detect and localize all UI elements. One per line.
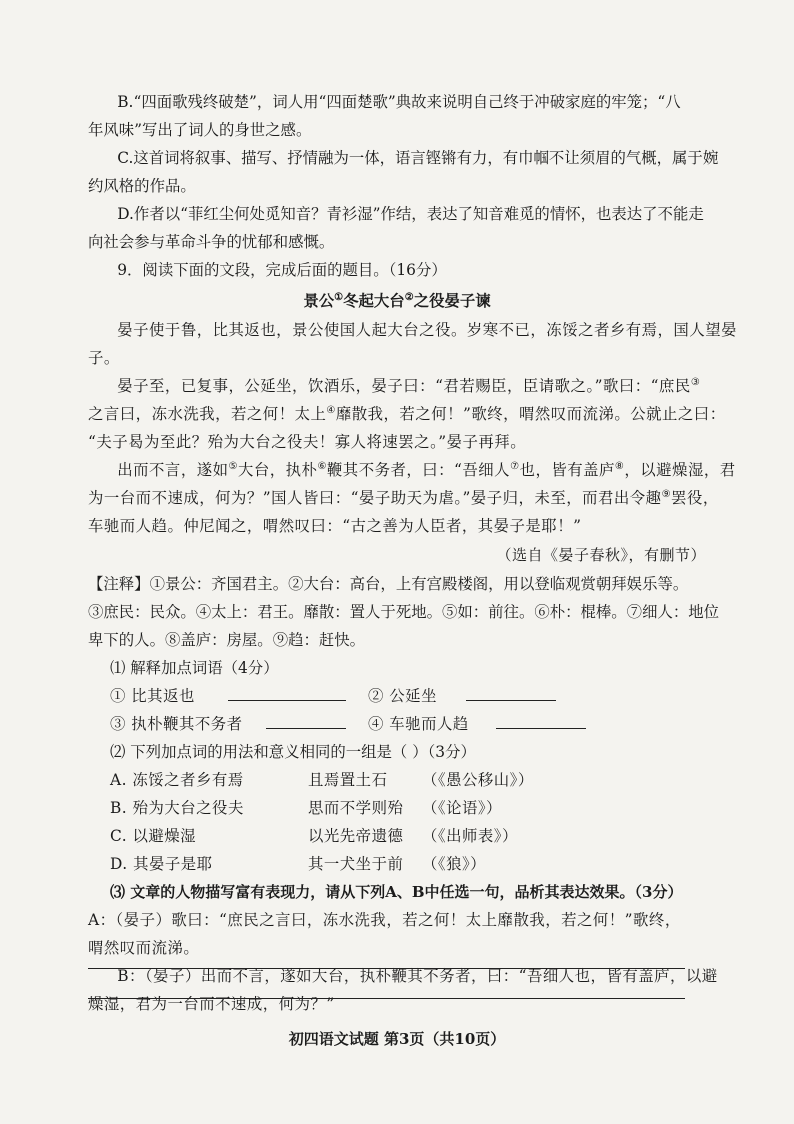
sub1-item: ③ 执朴鞭其不务者 <box>110 715 243 733</box>
answer-line[interactable] <box>88 968 685 969</box>
passage-p3-line3: 车驰而人趋。仲尼闻之，喟然叹曰：“古之善为人臣者，其晏子是耶！” <box>88 517 582 535</box>
sub2-option-a[interactable] <box>88 766 706 794</box>
option-text: B. 殆为大台之役夫 <box>110 799 244 817</box>
title-sup: ② <box>404 291 414 303</box>
note-ref: ④ <box>326 404 336 416</box>
notes-line2: ③庶民：民众。④太上：君王。靡散：置人于死地。⑤如：前往。⑥朴：棍棒。⑦细人：地位 <box>88 603 720 621</box>
option-compare: 其一犬坐于前 <box>308 855 404 873</box>
option-text: D. 其晏子是耶 <box>110 855 213 873</box>
option-source: （《论语》） <box>422 799 502 817</box>
title-part: 景公 <box>303 292 335 310</box>
option-d-line2: 向社会参与革命斗争的忧郁和感慨。 <box>88 233 335 251</box>
title-sup: ① <box>334 291 344 303</box>
answer-blank[interactable] <box>496 710 586 729</box>
text-run: 出而不言，遂如 <box>117 461 229 479</box>
text-run: 大台，执朴 <box>237 461 318 479</box>
answer-line[interactable] <box>88 998 685 999</box>
sub3-b-line1: B：（晏子）出而不言，遂如大台，执朴鞭其不务者，曰：“吾细人也，皆有盖庐，以避 <box>117 967 718 985</box>
sub3-b-line2: 燥湿，君为一台而不速成，何为？” <box>88 995 335 1013</box>
passage-source: （选自《晏子春秋》，有删节） <box>496 546 706 564</box>
sub2-head: ⑵ 下列加点词的用法和意义相同的一组是（ ）（3分） <box>110 743 476 761</box>
text-run: ，以避燥湿，君 <box>624 461 736 479</box>
title-part: 之役晏子谏 <box>413 292 491 310</box>
text-run: 晏子至，已复事，公延坐，饮酒乐，晏子曰：“君若赐臣，臣请歌之。”歌曰：“庶民 <box>117 377 691 395</box>
passage-p3-line2 <box>88 484 719 512</box>
page-footer: 初四语文试题 第3页（共10页） <box>288 1030 506 1048</box>
note-ref: ⑧ <box>614 460 625 472</box>
option-compare: 且焉置土石 <box>308 771 388 789</box>
note-ref: ⑨ <box>661 488 672 500</box>
option-c-line2: 约风格的作品。 <box>88 177 196 195</box>
passage-p2-line2 <box>88 400 726 428</box>
option-source: （《狼》） <box>422 855 487 873</box>
text-run: 罢役， <box>671 489 719 507</box>
sub1-row2 <box>88 710 706 738</box>
text-run: 为一台而不速成，何为？”国人皆曰：“晏子助天为虐。”晏子归，未至，而君出令趣 <box>88 489 662 507</box>
notes-line3: 卑下的人。⑧盖庐：房屋。⑨趋：赶快。 <box>88 631 366 649</box>
option-b-line2: 年风味”写出了词人的身世之感。 <box>88 121 312 139</box>
note-ref: ③ <box>690 376 701 388</box>
sub2-option-d[interactable] <box>88 850 706 878</box>
note-ref: ⑥ <box>317 460 327 472</box>
passage-p2-line3: “夫子曷为至此？殆为大台之役夫！寡人将速罢之。”晏子再拜。 <box>88 433 527 451</box>
sub1-item: ④ 车驰而人趋 <box>368 715 469 733</box>
sub1-item: ② 公延坐 <box>368 687 437 705</box>
notes-line1: 【注释】①景公：齐国君主。②大台：高台，上有宫殿楼阁，用以登临观赏朝拜娱乐等。 <box>88 575 689 593</box>
answer-blank[interactable] <box>466 682 556 701</box>
option-source: （《出师表》） <box>422 827 518 845</box>
sub3-a-line1: A：（晏子）歌曰：“庶民之言曰，冻水洗我，若之何！太上靡散我，若之何！”歌终， <box>88 911 681 929</box>
passage-p3-line1 <box>88 456 736 484</box>
answer-blank[interactable] <box>266 710 346 729</box>
note-ref: ⑦ <box>510 460 520 472</box>
sub1-head: ⑴ 解释加点词语（4分） <box>110 659 279 677</box>
option-text: A. 冻馁之者乡有焉 <box>110 771 244 789</box>
note-ref: ⑤ <box>228 460 238 472</box>
text-run: 也，皆有盖庐 <box>519 461 615 479</box>
option-compare: 以光先帝遗德 <box>308 827 404 845</box>
text-run: 之言曰，冻水洗我，若之何！太上 <box>88 405 327 423</box>
question-9-head: 9．阅读下面的文段，完成后面的题目。（16分） <box>117 261 447 279</box>
passage-title <box>88 286 706 316</box>
option-source: （《愚公移山》） <box>422 771 534 789</box>
passage-p2-line1 <box>88 372 706 400</box>
sub2-option-c[interactable] <box>88 822 706 850</box>
option-c-line1: C.这首词将叙事、描写、抒情融为一体，语言铿锵有力，有巾帼不让须眉的气概，属于婉 <box>117 149 719 167</box>
sub1-item: ① 比其返也 <box>110 687 195 705</box>
title-part: 冬起大台 <box>343 292 405 310</box>
sub3-head: ⑶ 文章的人物描写富有表现力，请从下列A、B中任选一句，品析其表达效果。（3分） <box>110 883 683 901</box>
text-run: 鞭其不务者，曰：“吾细人 <box>326 461 511 479</box>
passage-p1-line1: 晏子使于鲁，比其返也，景公使国人起大台之役。岁寒不已，冻馁之者乡有焉，国人望晏 <box>117 321 737 339</box>
option-d-line1: D.作者以“菲红尘何处觅知音？青衫湿”作结，表达了知音难觅的情怀，也表达了不能走 <box>117 205 704 223</box>
option-text: C. 以避燥湿 <box>110 827 197 845</box>
text-run: 靡散我，若之何！”歌终，喟然叹而流涕。公就止之曰： <box>335 405 726 423</box>
sub2-option-b[interactable] <box>88 794 706 822</box>
passage-p1-line2: 子。 <box>88 349 120 367</box>
sub1-row1 <box>88 682 706 710</box>
answer-blank[interactable] <box>228 682 346 701</box>
option-compare: 思而不学则殆 <box>308 799 404 817</box>
option-b-line1: B.“四面歌残终破楚”，词人用“四面楚歌”典故来说明自己终于冲破家庭的牢笼；“八 <box>117 93 681 111</box>
sub3-a-line2: 喟然叹而流涕。 <box>88 939 200 957</box>
